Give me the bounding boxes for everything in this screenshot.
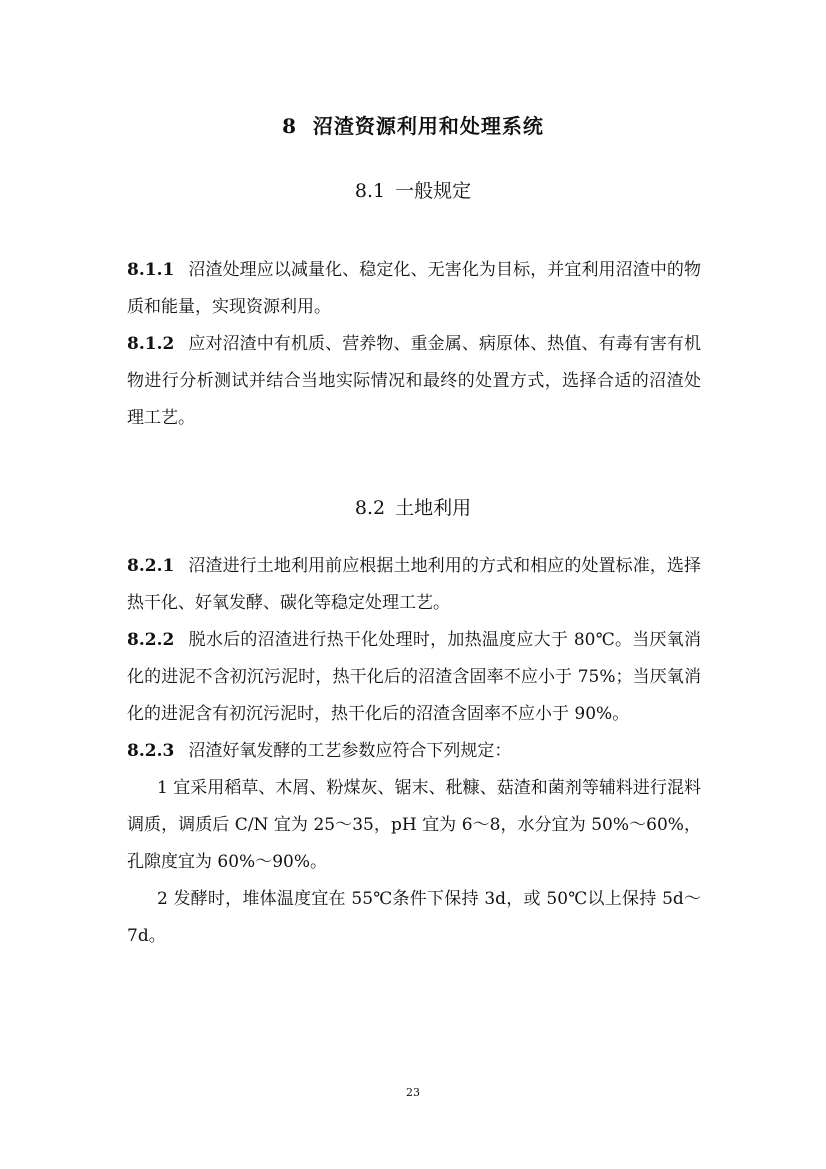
- clause-number: 8.2.2: [127, 630, 175, 650]
- section-title-8-2: [0, 493, 826, 520]
- clause-8-1-1: [127, 252, 701, 326]
- clause-number: 8.2.3: [127, 741, 175, 761]
- chapter-title: [0, 110, 826, 139]
- section-title-8-1: [0, 176, 826, 203]
- clause-8-2-3: [127, 733, 701, 770]
- chapter-number: 8: [282, 114, 297, 138]
- section-number: 8.1: [354, 180, 386, 202]
- section-body-8-1: [127, 252, 701, 437]
- clause-text: 沼渣进行土地利用前应根据土地利用的方式和相应的处置标准，选择热干化、好氧发酵、碳化等稳定处理工艺。: [127, 556, 701, 613]
- clause-item-2: 2 发酵时，堆体温度宜在 55℃条件下保持 3d，或 50℃以上保持 5d～7d。: [127, 889, 701, 946]
- section-number: 8.2: [354, 497, 386, 519]
- page-number: 23: [406, 1086, 420, 1099]
- clause-8-2-2: [127, 622, 701, 733]
- clause-text: 脱水后的沼渣进行热干化处理时，加热温度应大于 80℃。当厌氧消化的进泥不含初沉污泥时，热干化后的沼渣含固率不应小于 75%；当厌氧消化的进泥含有初沉污泥时，热干化后的沼渣含固率不应小于 90%。: [127, 630, 701, 724]
- section-body-8-2: [127, 548, 701, 955]
- clause-text: 应对沼渣中有机质、营养物、重金属、病原体、热值、有毒有害有机物进行分析测试并结合当地实际情况和最终的处置方式，选择合适的沼渣处理工艺。: [127, 334, 701, 428]
- clause-number: 8.1.1: [127, 260, 175, 280]
- clause-8-1-2: [127, 326, 701, 437]
- clause-text: 沼渣处理应以减量化、稳定化、无害化为目标，并宜利用沼渣中的物质和能量，实现资源利用。: [127, 260, 701, 317]
- clause-item-1: 1 宜采用稻草、木屑、粉煤灰、锯末、秕糠、菇渣和菌剂等辅料进行混料调质，调质后 C/N 宜为 25～35，pH 宜为 6～8，水分宜为 50%～60%，孔隙度宜为 60%～90%。: [127, 778, 701, 872]
- section-title-text: 土地利用: [395, 497, 472, 519]
- clause-8-2-1: [127, 548, 701, 622]
- chapter-title-text: 沼渣资源利用和处理系统: [312, 114, 544, 138]
- clause-number: 8.2.1: [127, 556, 175, 576]
- section-title-text: 一般规定: [395, 180, 472, 202]
- clause-text: 沼渣好氧发酵的工艺参数应符合下列规定：: [188, 741, 512, 761]
- clause-number: 8.1.2: [127, 334, 175, 354]
